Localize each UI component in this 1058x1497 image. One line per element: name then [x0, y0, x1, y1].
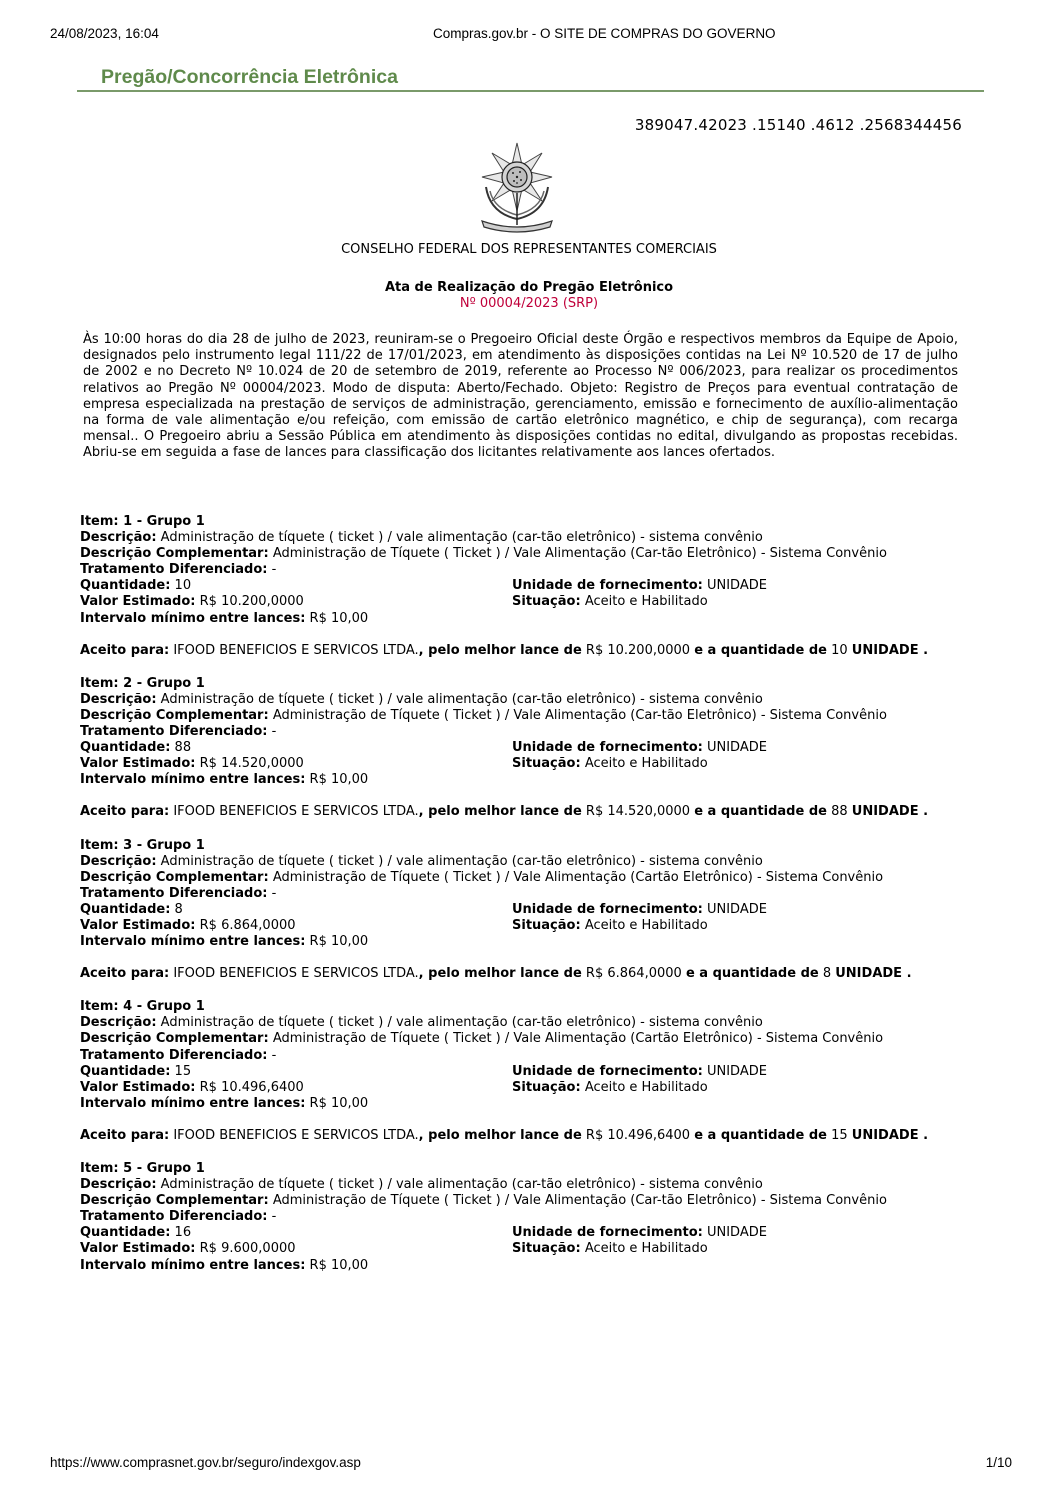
item-unidade: UNIDADE — [706, 578, 767, 594]
aceito-quantidade: 8 — [822, 966, 832, 982]
list-item — [80, 838, 944, 983]
item-aceito — [80, 966, 944, 982]
item-tratamento: - — [271, 885, 277, 901]
label-unidade: Unidade de fornecimento: — [512, 901, 703, 917]
item-quantidade: 15 — [174, 1063, 192, 1079]
item-title: Item: 2 - Grupo 1 — [80, 675, 205, 691]
item-descricao-complementar: Administração de Tíquete ( Ticket ) / Vale Alimentação (Cartão Eletrônico) - Sistema Convênio — [272, 1031, 884, 1047]
aceito-unidade: UNIDADE . — [851, 804, 929, 820]
item-valor-estimado: R$ 14.520,0000 — [199, 756, 304, 772]
item-tratamento: - — [271, 562, 277, 578]
intro-paragraph: Às 10:00 horas do dia 28 de julho de 2023, reuniram-se o Pregoeiro Oficial deste Órgão e respectivos membros da Equipe de Apoio, designados pelo instrumento legal 111/22 de 17/01/2023, em atendimento às disposições contidas na Lei Nº 10.520 de 17 de julho de 2002 e no Decreto Nº 10.024 de 20 de setembro de 2019, referente ao Processo Nº 006/2023, para realizar os procedimentos relativos ao Pregão Nº 00004/2023. Modo de disputa: Aberto/Fechado. Objeto: Registro de Preços para eventual contratação de empresa especializada na prestação de serviços de administração, gerenciamento, emissão e fornecimento de auxílio-alimentação na forma de vale alimentação e/ou refeição, com emissão de cartão eletrônico magnético, e chip de segurança), com recarga mensal.. O Pregoeiro abriu a Sessão Pública em atendimento às disposições contidas no edital, divulgando as propostas recebidas. Abriu-se em seguida a fase de lances para classificação dos licitantes relativamente aos lances ofertados. — [83, 332, 958, 461]
label-descricao: Descrição: — [80, 1177, 157, 1193]
label-valor-estimado: Valor Estimado: — [80, 756, 196, 772]
item-situacao: Aceito e Habilitado — [584, 1079, 708, 1095]
item-descricao: Administração de tíquete ( ticket ) / vale alimentação (car-tão eletrônico) - sistema convênio — [160, 853, 763, 869]
ata-title: Ata de Realização do Pregão Eletrônico — [384, 280, 674, 295]
document-code: 389047.42023 .15140 .4612 .2568344456 — [634, 116, 962, 134]
item-unidade: UNIDADE — [706, 901, 767, 917]
item-unidade: UNIDADE — [706, 1225, 767, 1241]
label-descricao: Descrição: — [80, 853, 157, 869]
item-quantidade: 10 — [174, 578, 192, 594]
label-descricao: Descrição: — [80, 1015, 157, 1031]
print-url: https://www.comprasnet.gov.br/seguro/indexgov.asp — [50, 1455, 361, 1470]
list-item — [80, 1161, 944, 1274]
item-valor-estimado: R$ 10.496,6400 — [199, 1079, 304, 1095]
aceito-unidade: UNIDADE . — [851, 1127, 929, 1143]
label-aceito-para: Aceito para: — [80, 966, 170, 982]
label-situacao: Situação: — [512, 594, 581, 610]
item-valor-estimado: R$ 10.200,0000 — [199, 594, 304, 610]
label-quantidade: Quantidade: — [80, 1225, 171, 1241]
item-tratamento: - — [271, 1209, 277, 1225]
label-intervalo: Intervalo mínimo entre lances: — [80, 610, 306, 626]
label-tratamento: Tratamento Diferenciado: — [80, 1047, 268, 1063]
item-descricao-complementar: Administração de Tíquete ( Ticket ) / Vale Alimentação (Car-tão Eletrônico) - Sistema Convênio — [272, 1193, 887, 1209]
aceito-lance: R$ 14.520,0000 — [585, 804, 691, 820]
label-situacao: Situação: — [512, 1079, 581, 1095]
label-intervalo: Intervalo mínimo entre lances: — [80, 934, 306, 950]
aceito-empresa: IFOOD BENEFICIOS E SERVICOS LTDA. — [173, 804, 419, 820]
item-aceito — [80, 643, 944, 659]
label-situacao: Situação: — [512, 1241, 581, 1257]
item-title: Item: 5 - Grupo 1 — [80, 1161, 205, 1176]
item-descricao: Administração de tíquete ( ticket ) / vale alimentação (car-tão eletrônico) - sistema convênio — [160, 1015, 763, 1031]
label-quantidade-de: e a quantidade de — [694, 804, 827, 820]
print-datetime: 24/08/2023, 16:04 — [50, 26, 159, 41]
aceito-empresa: IFOOD BENEFICIOS E SERVICOS LTDA. — [173, 642, 419, 658]
label-aceito-para: Aceito para: — [80, 1127, 170, 1143]
browser-print-header — [50, 26, 1008, 44]
label-unidade: Unidade de fornecimento: — [512, 1063, 703, 1079]
item-descricao: Administração de tíquete ( ticket ) / vale alimentação (car-tão eletrônico) - sistema convênio — [160, 691, 763, 707]
item-situacao: Aceito e Habilitado — [584, 594, 708, 610]
label-descricao-complementar: Descrição Complementar: — [80, 1031, 269, 1047]
label-valor-estimado: Valor Estimado: — [80, 1079, 196, 1095]
heading-divider — [77, 90, 984, 92]
label-valor-estimado: Valor Estimado: — [80, 594, 196, 610]
label-quantidade-de: e a quantidade de — [694, 1127, 827, 1143]
items-list — [80, 514, 944, 1291]
page-heading: Pregão/Concorrência Eletrônica — [101, 66, 398, 88]
aceito-lance: R$ 6.864,0000 — [585, 966, 682, 982]
label-quantidade: Quantidade: — [80, 901, 171, 917]
label-melhor-lance: , pelo melhor lance de — [418, 966, 582, 982]
list-item — [80, 676, 944, 821]
aceito-unidade: UNIDADE . — [835, 966, 912, 982]
label-descricao-complementar: Descrição Complementar: — [80, 707, 269, 723]
aceito-empresa: IFOOD BENEFICIOS E SERVICOS LTDA. — [173, 1127, 419, 1143]
label-tratamento: Tratamento Diferenciado: — [80, 1209, 268, 1225]
label-unidade: Unidade de fornecimento: — [512, 1225, 703, 1241]
item-intervalo: R$ 10,00 — [309, 610, 369, 626]
aceito-lance: R$ 10.496,6400 — [585, 1127, 691, 1143]
label-situacao: Situação: — [512, 756, 581, 772]
item-situacao: Aceito e Habilitado — [584, 1241, 708, 1257]
label-melhor-lance: , pelo melhor lance de — [418, 1127, 582, 1143]
label-intervalo: Intervalo mínimo entre lances: — [80, 1257, 306, 1273]
label-tratamento: Tratamento Diferenciado: — [80, 724, 268, 740]
label-valor-estimado: Valor Estimado: — [80, 917, 196, 933]
label-quantidade: Quantidade: — [80, 578, 171, 594]
label-quantidade: Quantidade: — [80, 1063, 171, 1079]
item-title: Item: 4 - Grupo 1 — [80, 999, 205, 1015]
item-title: Item: 1 - Grupo 1 — [80, 514, 205, 529]
item-situacao: Aceito e Habilitado — [584, 917, 708, 933]
label-valor-estimado: Valor Estimado: — [80, 1241, 196, 1257]
item-aceito — [80, 1128, 944, 1144]
aceito-quantidade: 88 — [831, 804, 848, 820]
item-valor-estimado: R$ 6.864,0000 — [199, 917, 296, 933]
label-tratamento: Tratamento Diferenciado: — [80, 562, 268, 578]
label-intervalo: Intervalo mínimo entre lances: — [80, 1095, 306, 1111]
ata-number: Nº 00004/2023 (SRP) — [459, 296, 599, 311]
aceito-unidade: UNIDADE . — [851, 642, 929, 658]
aceito-empresa: IFOOD BENEFICIOS E SERVICOS LTDA. — [173, 966, 419, 982]
label-descricao-complementar: Descrição Complementar: — [80, 546, 269, 562]
label-descricao-complementar: Descrição Complementar: — [80, 869, 269, 885]
item-aceito — [80, 804, 944, 820]
label-aceito-para: Aceito para: — [80, 642, 170, 658]
label-unidade: Unidade de fornecimento: — [512, 578, 703, 594]
item-situacao: Aceito e Habilitado — [584, 756, 708, 772]
item-title: Item: 3 - Grupo 1 — [80, 837, 205, 853]
item-intervalo: R$ 10,00 — [309, 1257, 369, 1273]
list-item — [80, 514, 944, 659]
label-situacao: Situação: — [512, 917, 581, 933]
list-item — [80, 999, 944, 1144]
label-melhor-lance: , pelo melhor lance de — [418, 642, 582, 658]
label-intervalo: Intervalo mínimo entre lances: — [80, 772, 306, 788]
item-descricao-complementar: Administração de Tíquete ( Ticket ) / Vale Alimentação (Cartão Eletrônico) - Sistema Convênio — [272, 869, 884, 885]
item-unidade: UNIDADE — [706, 740, 767, 756]
item-intervalo: R$ 10,00 — [309, 772, 369, 788]
item-tratamento: - — [271, 724, 277, 740]
item-quantidade: 16 — [174, 1225, 192, 1241]
label-descricao-complementar: Descrição Complementar: — [80, 1193, 269, 1209]
label-descricao: Descrição: — [80, 530, 157, 546]
item-descricao-complementar: Administração de Tíquete ( Ticket ) / Vale Alimentação (Car-tão Eletrônico) - Sistema Convênio — [272, 546, 887, 562]
label-quantidade-de: e a quantidade de — [694, 642, 827, 658]
label-tratamento: Tratamento Diferenciado: — [80, 885, 268, 901]
aceito-lance: R$ 10.200,0000 — [585, 642, 691, 658]
item-descricao: Administração de tíquete ( ticket ) / vale alimentação (car-tão eletrônico) - sistema convênio — [160, 530, 763, 546]
council-name: CONSELHO FEDERAL DOS REPRESENTANTES COMERCIAIS — [341, 242, 717, 257]
label-quantidade-de: e a quantidade de — [685, 966, 819, 982]
item-quantidade: 88 — [174, 740, 192, 756]
label-aceito-para: Aceito para: — [80, 804, 170, 820]
item-unidade: UNIDADE — [706, 1063, 767, 1079]
label-melhor-lance: , pelo melhor lance de — [418, 804, 582, 820]
aceito-quantidade: 15 — [831, 1127, 848, 1143]
item-quantidade: 8 — [174, 901, 183, 917]
aceito-quantidade: 10 — [831, 642, 848, 658]
label-unidade: Unidade de fornecimento: — [512, 740, 703, 756]
item-intervalo: R$ 10,00 — [309, 1095, 369, 1111]
item-valor-estimado: R$ 9.600,0000 — [199, 1241, 296, 1257]
item-intervalo: R$ 10,00 — [309, 934, 369, 950]
page-number: 1/10 — [985, 1455, 1012, 1470]
brazil-coat-of-arms-icon — [476, 139, 558, 235]
item-tratamento: - — [271, 1047, 277, 1063]
label-descricao: Descrição: — [80, 691, 157, 707]
label-quantidade: Quantidade: — [80, 740, 171, 756]
item-descricao-complementar: Administração de Tíquete ( Ticket ) / Vale Alimentação (Car-tão Eletrônico) - Sistema Convênio — [272, 707, 887, 723]
item-descricao: Administração de tíquete ( ticket ) / vale alimentação (car-tão eletrônico) - sistema convênio — [160, 1177, 763, 1193]
print-page-title: Compras.gov.br - O SITE DE COMPRAS DO GOVERNO — [433, 26, 776, 41]
